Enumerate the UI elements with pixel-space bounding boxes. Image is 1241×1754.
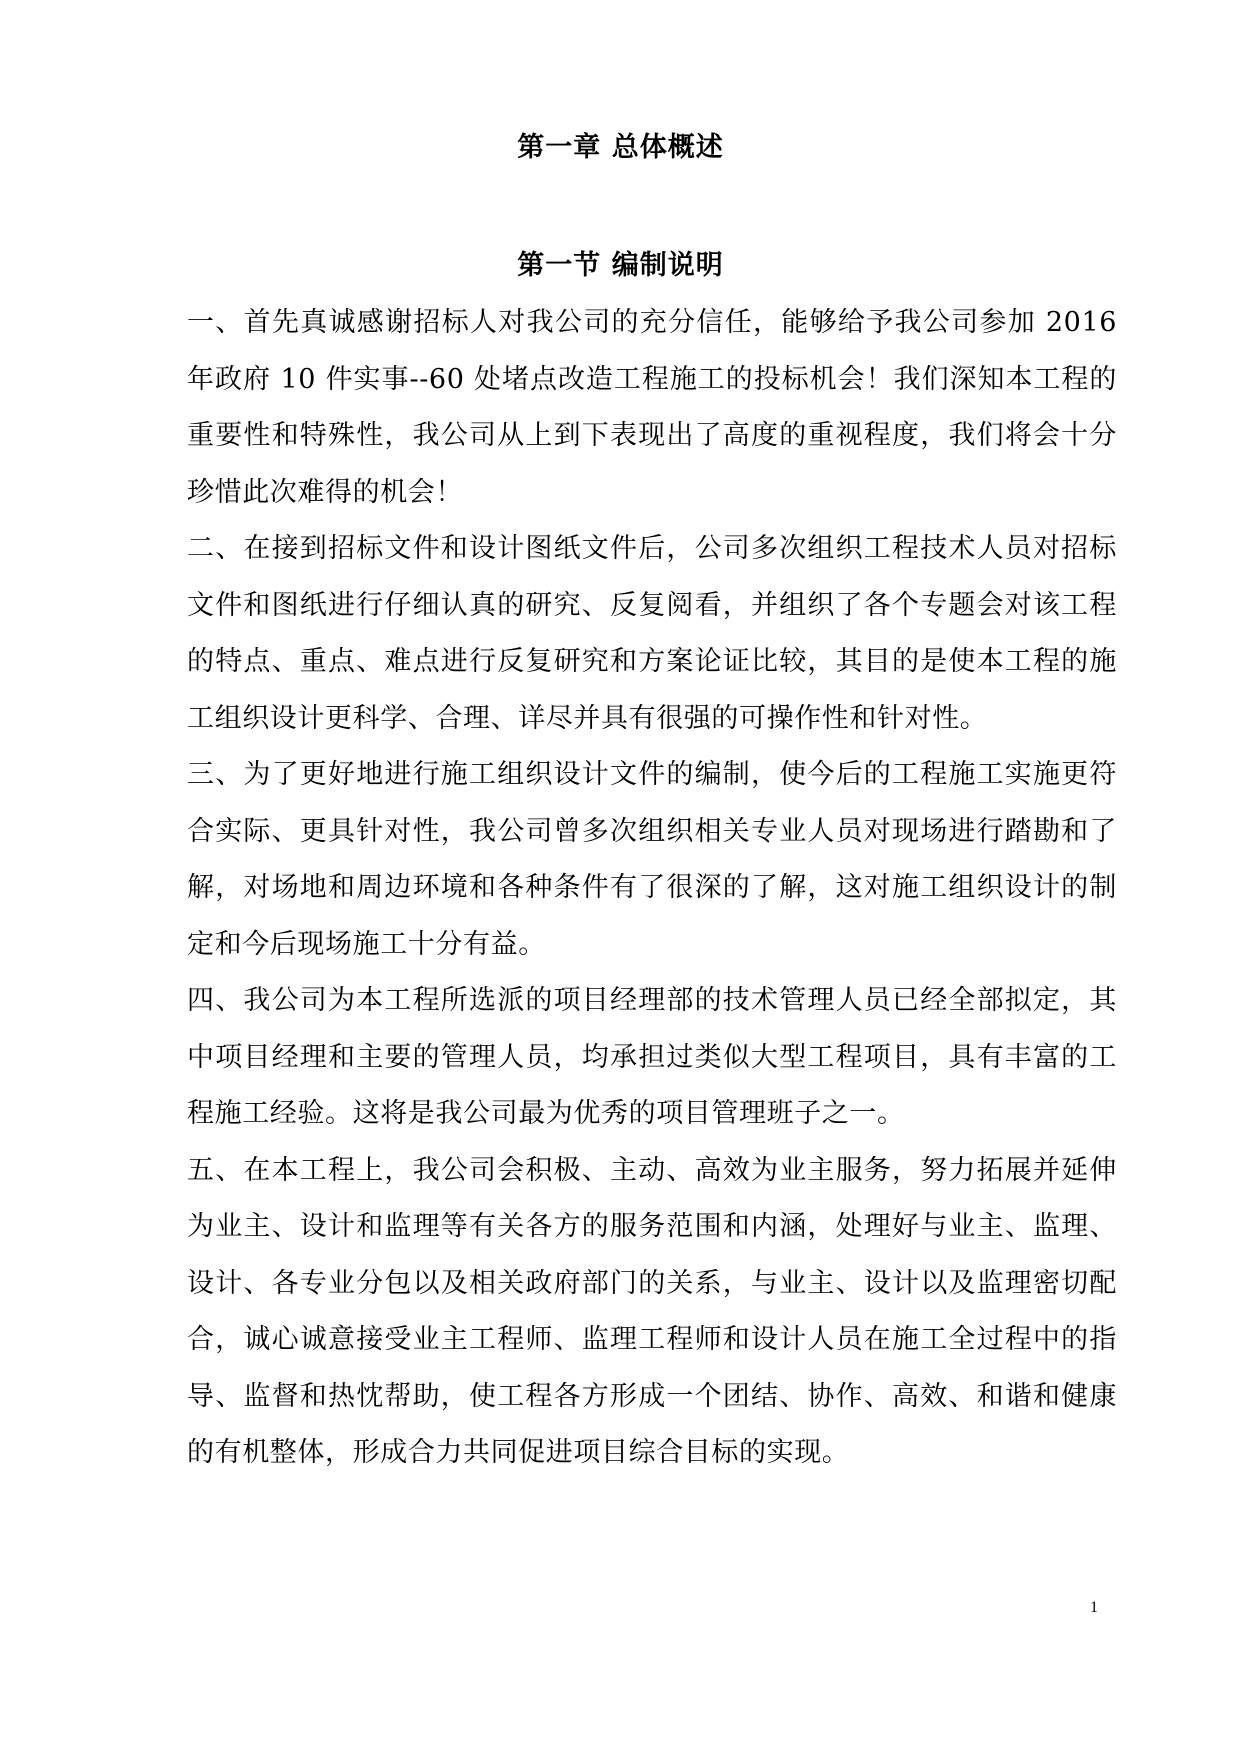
body-text	[187, 295, 1117, 1482]
paragraph-4: 四、我公司为本工程所选派的项目经理部的技术管理人员已经全部拟定，其中项目经理和主要的管理人员，均承担过类似大型工程项目，具有丰富的工程施工经验。这将是我公司最为优秀的项目管理班子之一。	[187, 985, 1117, 1129]
paragraph-1: 一、首先真诚感谢招标人对我公司的充分信任，能够给予我公司参加 2016 年政府 10 件实事--60 处堵点改造工程施工的投标机会！我们深知本工程的重要性和特殊性，我公司从上到下表现出了高度的重视程度，我们将会十分珍惜此次难得的机会！	[187, 307, 1117, 508]
chapter-title: 第一章 总体概述	[517, 132, 724, 163]
section-title: 第一节 编制说明	[517, 250, 724, 281]
page-number: 1	[1090, 1599, 1098, 1616]
paragraph-5: 五、在本工程上，我公司会积极、主动、高效为业主服务，努力拓展并延伸为业主、设计和监理等有关各方的服务范围和内涵，处理好与业主、监理、设计、各专业分包以及相关政府部门的关系，与业主、设计以及监理密切配合，诚心诚意接受业主工程师、监理工程师和设计人员在施工全过程中的指导、监督和热忱帮助，使工程各方形成一个团结、协作、高效、和谐和健康的有机整体，形成合力共同促进项目综合目标的实现。	[187, 1154, 1117, 1468]
paragraph-3: 三、为了更好地进行施工组织设计文件的编制，使今后的工程施工实施更符合实际、更具针对性，我公司曾多次组织相关专业人员对现场进行踏勘和了解，对场地和周边环境和各种条件有了很深的了解，这对施工组织设计的制定和今后现场施工十分有益。	[187, 759, 1117, 960]
paragraph-2: 二、在接到招标文件和设计图纸文件后，公司多次组织工程技术人员对招标文件和图纸进行仔细认真的研究、反复阅看，并组织了各个专题会对该工程的特点、重点、难点进行反复研究和方案论证比较，其目的是使本工程的施工组织设计更科学、合理、详尽并具有很强的可操作性和针对性。	[187, 533, 1117, 734]
